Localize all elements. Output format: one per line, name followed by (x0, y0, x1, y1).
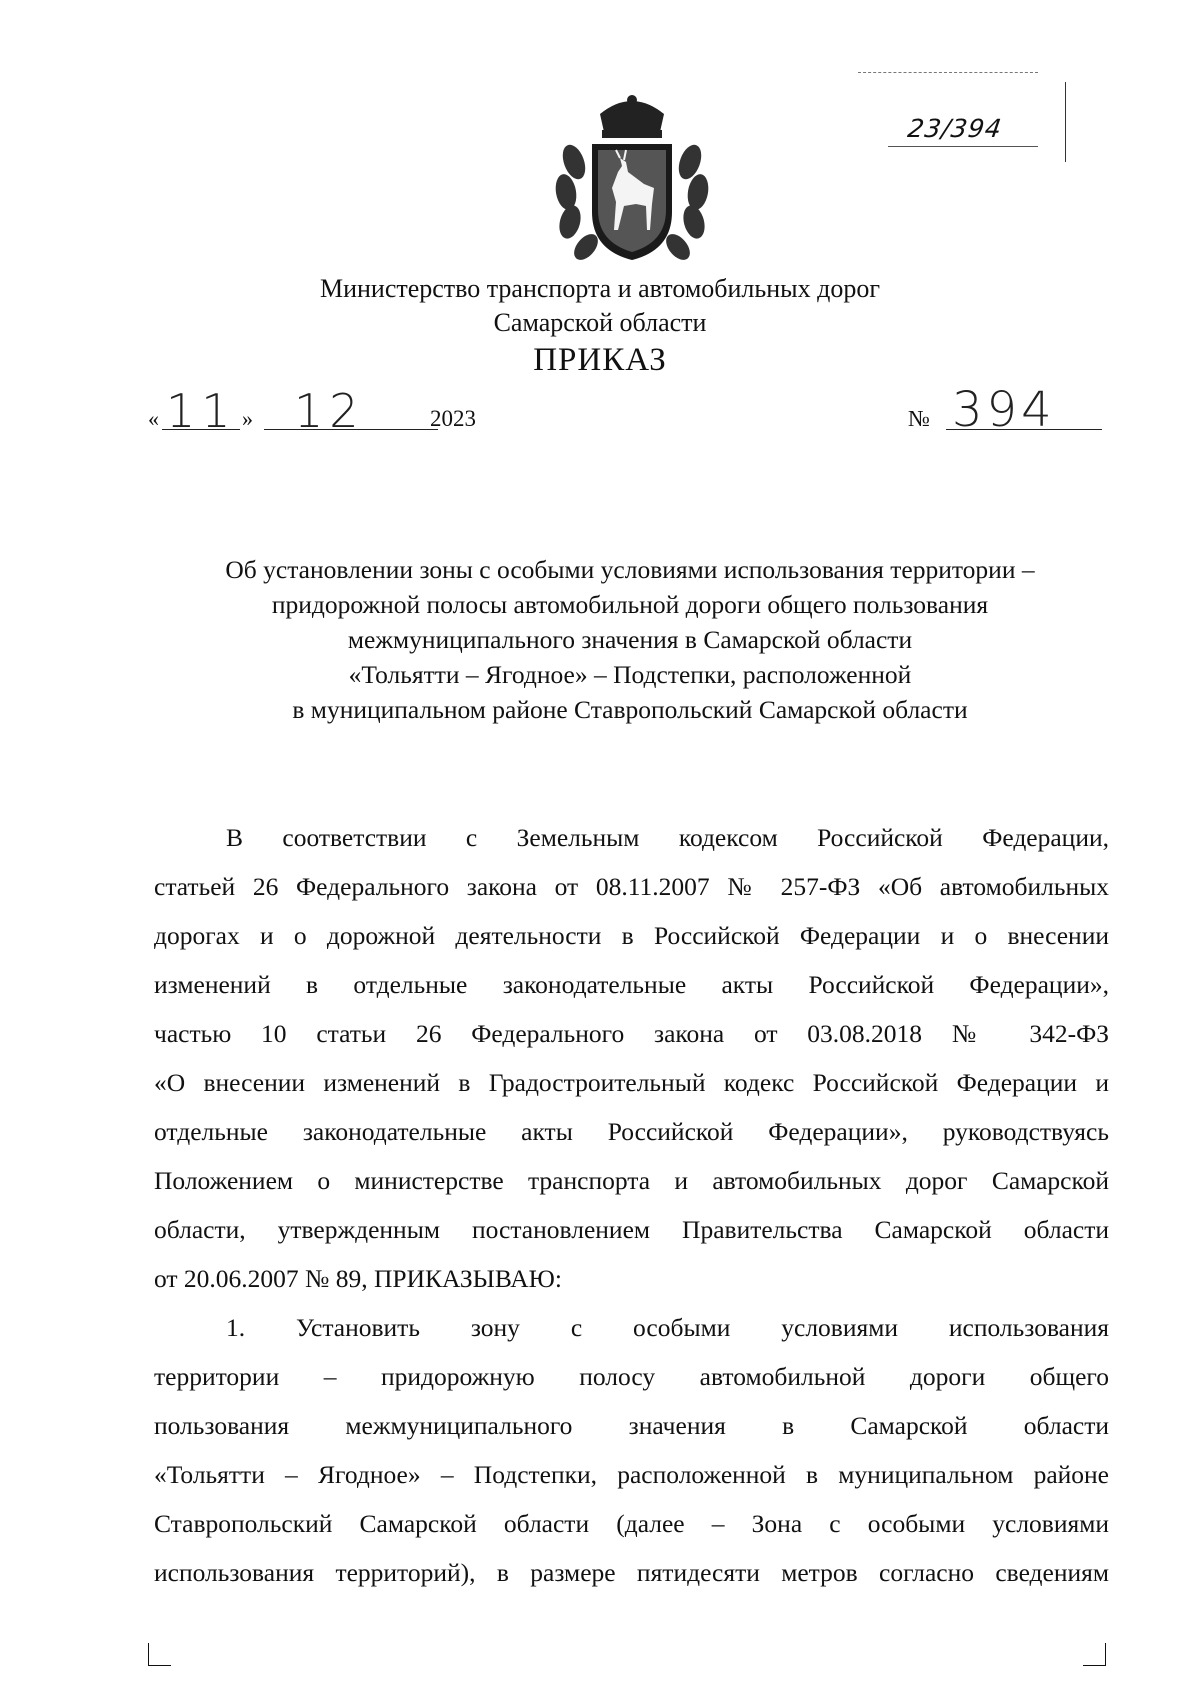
ministry-name-line2: Самарской области (493, 308, 707, 337)
samara-coat-of-arms-icon (552, 92, 712, 270)
stamp-top-border (858, 72, 1038, 73)
order-date (148, 384, 488, 438)
subject-line: придорожной полосы автомобильной дороги общего пользования (271, 590, 989, 619)
clause-1-line: 1. Установить зону с особыми условиями использования (226, 1313, 1109, 1342)
date-year: 2023 (430, 406, 476, 431)
subject-line: в муниципальном районе Ставропольский Самарской области (292, 695, 968, 724)
ministry-name-line1: Министерство транспорта и автомобильных дорог (319, 274, 881, 303)
subject-line: «Тольятти – Ягодное» – Подстепки, расположенной (348, 660, 912, 689)
body-line: «О внесении изменений в Градостроительный кодекс Российской Федерации и (154, 1068, 1109, 1097)
date-quote-close: » (242, 406, 253, 431)
registration-underline (888, 146, 1038, 147)
order-number (908, 382, 1108, 438)
bottom-left-corner-mark (148, 1643, 171, 1666)
body-line: дорогах и о дорожной деятельности в Российской Федерации и о внесении (154, 921, 1109, 950)
number-value: 394 (952, 382, 1056, 438)
body-line: Положением о министерстве транспорта и автомобильных дорог Самарской (154, 1166, 1109, 1195)
clause-1-line: «Тольятти – Ягодное» – Подстепки, расположенной в муниципальном районе (154, 1460, 1109, 1489)
body-line: статьей 26 Федерального закона от 08.11.2007 № 257-ФЗ «Об автомобильных (154, 872, 1109, 901)
subject-line: Об установлении зоны с особыми условиями использования территории – (225, 555, 1035, 584)
clause-1-line: Ставропольский Самарской области (далее – Зона с особыми условиями (154, 1509, 1109, 1538)
registration-number: 23/394 (905, 114, 1004, 143)
number-sign: № (908, 406, 930, 431)
date-day: 11 (166, 384, 237, 438)
month-underline (264, 429, 438, 430)
body-line: частью 10 статьи 26 Федерального закона от 03.08.2018 № 342-ФЗ (154, 1019, 1109, 1048)
bottom-right-corner-mark (1083, 1643, 1106, 1666)
date-quote-open: « (148, 406, 159, 431)
registration-stamp (858, 72, 1068, 162)
body-line: В соответствии с Земельным кодексом Российской Федерации, (226, 823, 1109, 852)
body-line: от 20.06.2007 № 89, ПРИКАЗЫВАЮ: (154, 1264, 562, 1293)
stamp-right-border (1065, 82, 1066, 162)
subject-line: межмуниципального значения в Самарской области (347, 625, 913, 654)
order-body (154, 813, 1109, 1597)
clause-1-line: использования территорий), в размере пятидесяти метров согласно сведениям (154, 1558, 1109, 1587)
clause-1-line: территории – придорожную полосу автомобильной дороги общего (154, 1362, 1109, 1391)
document-type-title: ПРИКАЗ (533, 342, 667, 378)
body-line: области, утвержденным постановлением Правительства Самарской области (154, 1215, 1109, 1244)
number-underline (946, 429, 1102, 430)
body-line: изменений в отдельные законодательные акты Российской Федерации», (154, 970, 1109, 999)
day-underline (162, 429, 240, 430)
body-line: отдельные законодательные акты Российской Федерации», руководствуясь (154, 1117, 1109, 1146)
clause-1-line: пользования межмуниципального значения в Самарской области (154, 1411, 1109, 1440)
date-month: 12 (294, 384, 365, 438)
order-subject (150, 552, 1110, 727)
